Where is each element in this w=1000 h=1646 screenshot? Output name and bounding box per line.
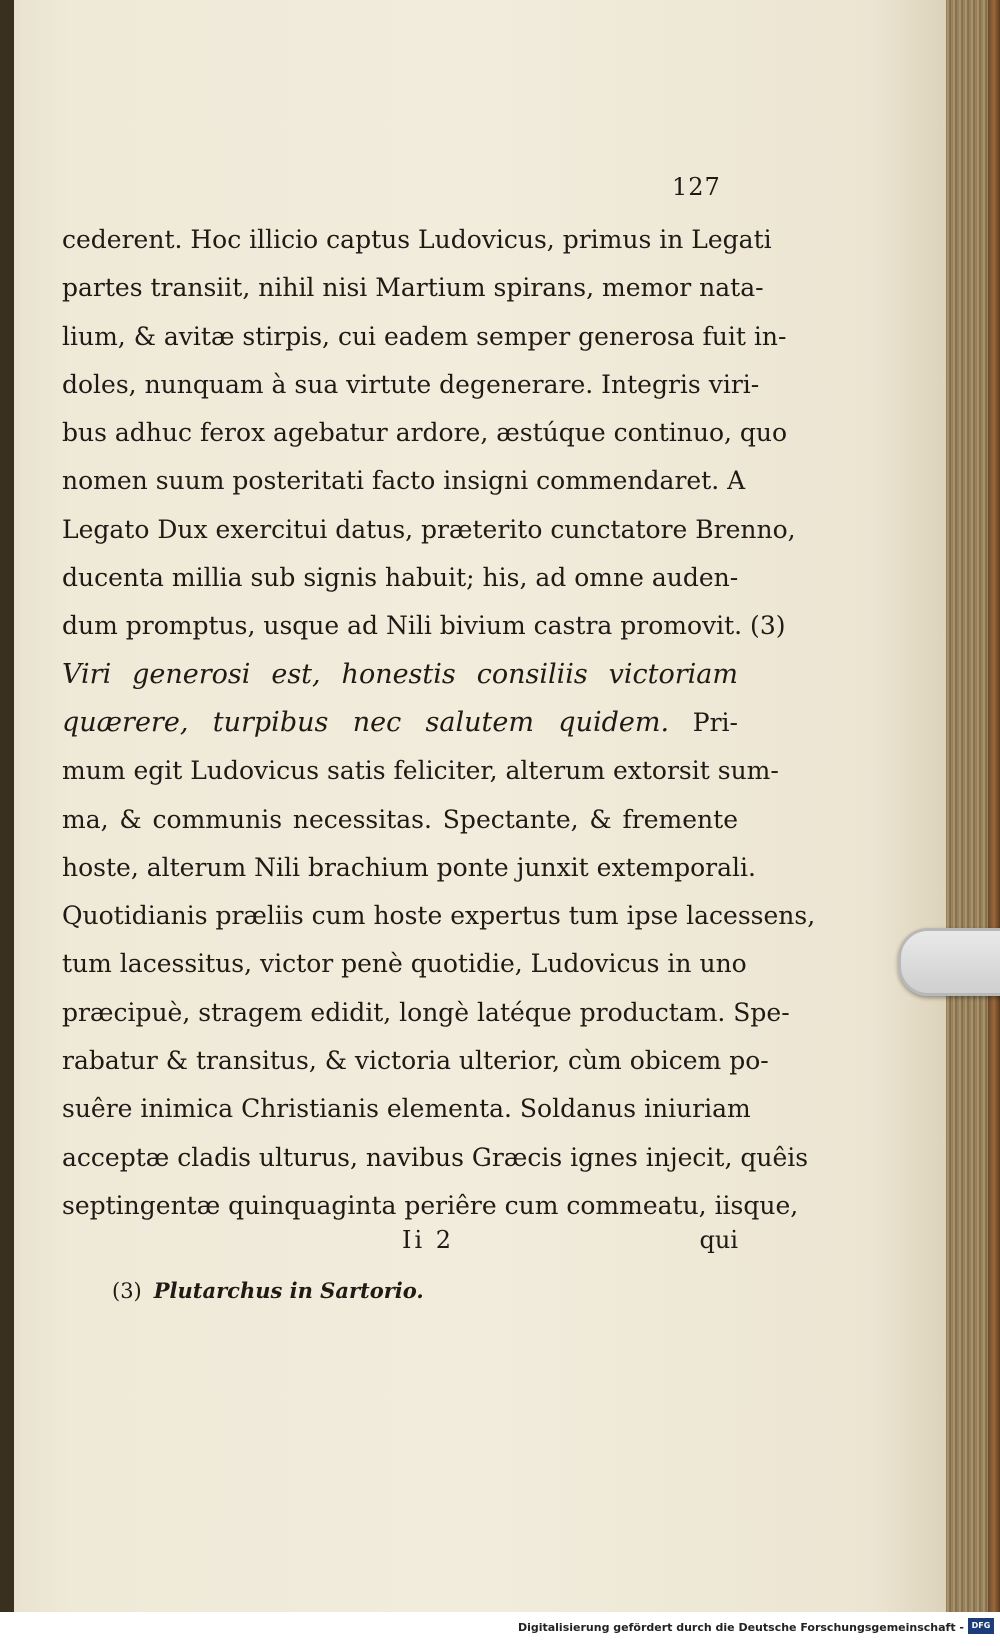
text-line: partes transiit, nihil nisi Martium spirans, memor nata- [62, 273, 764, 303]
text-line: ma, & communis necessitas. Spectante, & fremente [62, 804, 738, 834]
text-line: bus adhuc ferox agebatur ardore, æstúque continuo, quo [62, 418, 788, 448]
text-line: rabatur & transitus, & victoria ulterior, cùm obicem po- [62, 1046, 769, 1076]
text-line: mum egit Ludovicus satis feliciter, alterum extorsit sum- [62, 756, 779, 786]
text-line: hoste, alterum Nili brachium ponte junxit extemporali. [62, 852, 756, 882]
line-continuation: Pri- [692, 707, 738, 737]
scan-left-margin [0, 0, 14, 1646]
dfg-logo: DFG [968, 1618, 994, 1634]
text-line: suêre inimica Christianis elementa. Soldanus iniuriam [62, 1094, 751, 1124]
text-line: Quotidianis præliis cum hoste expertus tum ipse lacessens, [62, 901, 816, 931]
text-line: præcipuè, stragem edidit, longè latéque productam. Spe- [62, 997, 790, 1027]
footnote [112, 1278, 424, 1303]
text-line: nomen suum posteritati facto insigni commendaret. A [62, 466, 746, 496]
text-line: tum lacessitus, victor penè quotidie, Ludovicus in uno [62, 949, 747, 979]
text-line: cederent. Hoc illicio captus Ludovicus, primus in Legati [62, 225, 772, 254]
page-number: 127 [672, 173, 721, 201]
text-line: Legato Dux exercitui datus, præterito cunctatore Brenno, [62, 514, 796, 544]
page-clip [898, 928, 1000, 996]
footnote-text: Plutarchus in Sartorio. [153, 1278, 424, 1303]
quotation-text: quærere, turpibus nec salutem quidem. [62, 706, 670, 738]
page-foot [62, 1220, 738, 1260]
text-line: septingentæ quinquaginta periêre cum commeatu, iisque, [62, 1190, 799, 1220]
text-line: dum promptus, usque ad Nili bivium castra promovit. (3) [62, 611, 786, 641]
text-line: lium, & avitæ stirpis, cui eadem semper generosa fuit in- [62, 321, 787, 351]
signature-mark: Ii 2 [402, 1226, 455, 1254]
text-line: ducenta millia sub signis habuit; his, ad omne auden- [62, 563, 739, 593]
quotation-line: Viri generosi est, honestis consiliis victoriam [62, 658, 738, 690]
footnote-marker: (3) [112, 1279, 142, 1303]
digitization-footer [0, 1612, 1000, 1646]
quotation-line [62, 699, 738, 747]
book-cover-rim [988, 0, 1000, 1612]
text-line: doles, nunquam à sua virtute degenerare. Integris viri- [62, 369, 760, 399]
funding-credit: Digitalisierung gefördert durch die Deutsche Forschungsgemeinschaft - [517, 1621, 964, 1634]
body-text [62, 216, 816, 1230]
catchword: qui [699, 1226, 738, 1254]
text-line: acceptæ cladis ulturus, navibus Græcis ignes injecit, quêis [62, 1142, 809, 1172]
